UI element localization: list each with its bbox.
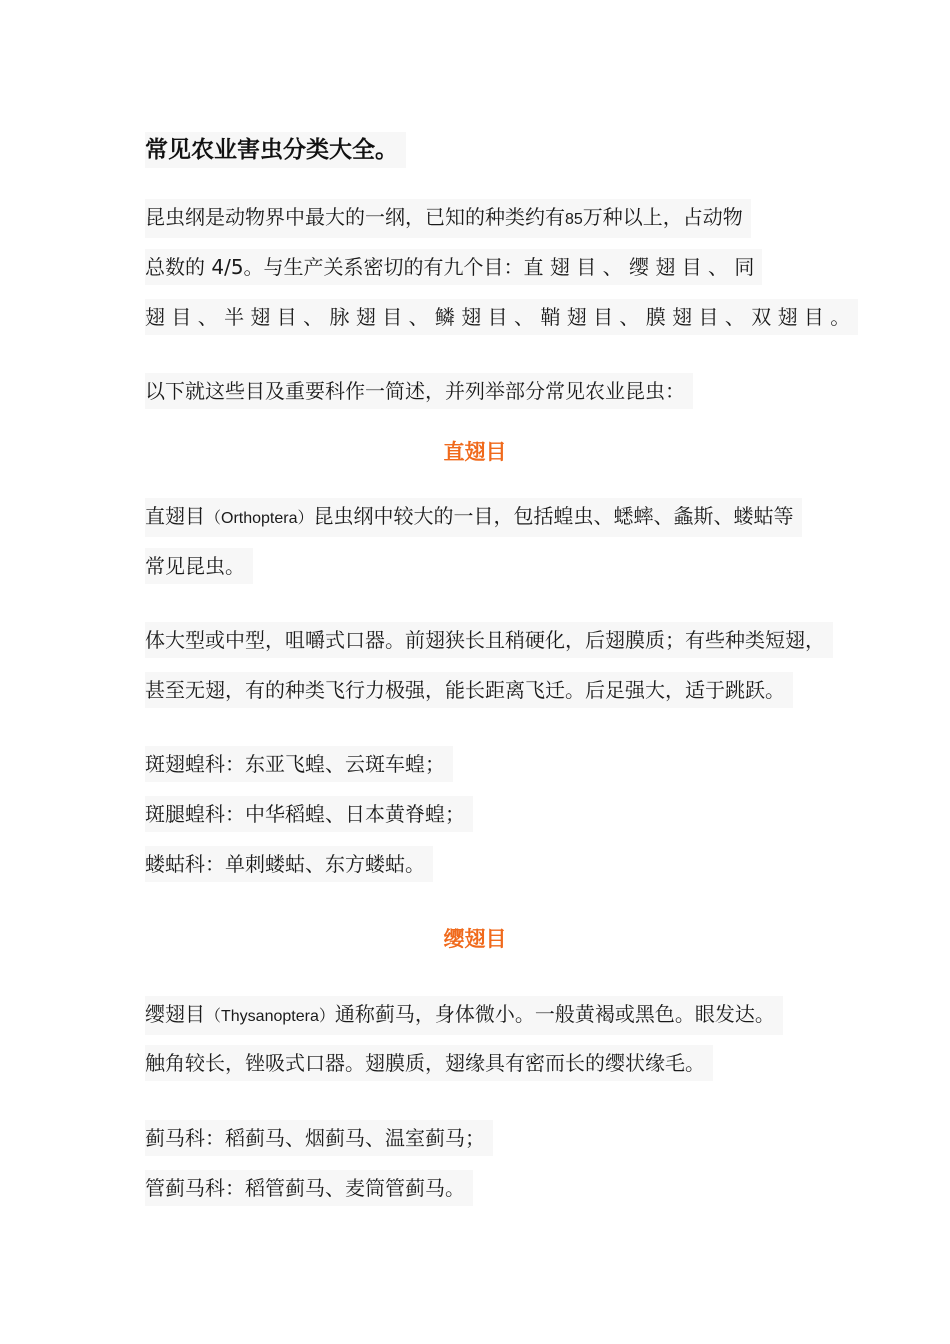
- orthoptera-name: 直翅目: [145, 504, 205, 528]
- section-heading-orthoptera: 直翅目: [443, 440, 507, 464]
- thysanoptera-desc-rest: 通称蓟马，身体微小。一般黄褐或黑色。眼发达。: [334, 1002, 775, 1026]
- orthoptera-desc-rest: 昆虫纲中较大的一目，包括蝗虫、蟋蟀、螽斯、蝼蛄等: [313, 504, 794, 528]
- document-title: 常见农业害虫分类大全。: [145, 132, 406, 168]
- thysanoptera-desc-line-2: 触角较长，锉吸式口器。翅膜质，翅缘具有密而长的缨状缘毛。: [145, 1045, 713, 1081]
- family-list-item: 蝼蛄科：单刺蝼蛄、东方蝼蛄。: [145, 846, 433, 882]
- intro-line-1: [145, 199, 751, 238]
- thysanoptera-desc-line-1: [145, 996, 783, 1035]
- orthoptera-latin: （Orthoptera）: [205, 510, 314, 527]
- thysanoptera-latin: （Thysanoptera）: [205, 1008, 335, 1025]
- orthoptera-desc-line-2: 常见昆虫。: [145, 548, 253, 584]
- intro-line-2: 总数的 4/5。与生产关系密切的有九个目：直 翅 目 、 缨 翅 目 、 同: [145, 249, 762, 285]
- intro-line-1-b: 万种以上，占动物: [582, 205, 743, 229]
- intro-line-1-number: 85: [565, 211, 583, 228]
- lead-paragraph: 以下就这些目及重要科作一简述，并列举部分常见农业昆虫：: [145, 373, 693, 409]
- intro-line-1-a: 昆虫纲是动物界中最大的一纲，已知的种类约有: [145, 205, 565, 229]
- orthoptera-desc-line-1: [145, 498, 802, 537]
- intro-line-3: 翅 目 、 半 翅 目 、 脉 翅 目 、 鳞 翅 目 、 鞘 翅 目 、 膜 翅 目 、 双 翅 目 。: [145, 299, 858, 335]
- family-list-item: 蓟马科：稻蓟马、烟蓟马、温室蓟马；: [145, 1120, 493, 1156]
- orthoptera-feature-line-2: 甚至无翅，有的种类飞行力极强，能长距离飞迁。后足强大，适于跳跃。: [145, 672, 793, 708]
- orthoptera-feature-line-1: 体大型或中型，咀嚼式口器。前翅狭长且稍硬化，后翅膜质；有些种类短翅，: [145, 622, 833, 658]
- section-heading-thysanoptera: 缨翅目: [443, 927, 507, 951]
- thysanoptera-name: 缨翅目: [145, 1002, 205, 1026]
- family-list-item: 斑翅蝗科：东亚飞蝗、云斑车蝗；: [145, 746, 453, 782]
- family-list-item: 管蓟马科：稻管蓟马、麦筒管蓟马。: [145, 1170, 473, 1206]
- family-list-item: 斑腿蝗科：中华稻蝗、日本黄脊蝗；: [145, 796, 473, 832]
